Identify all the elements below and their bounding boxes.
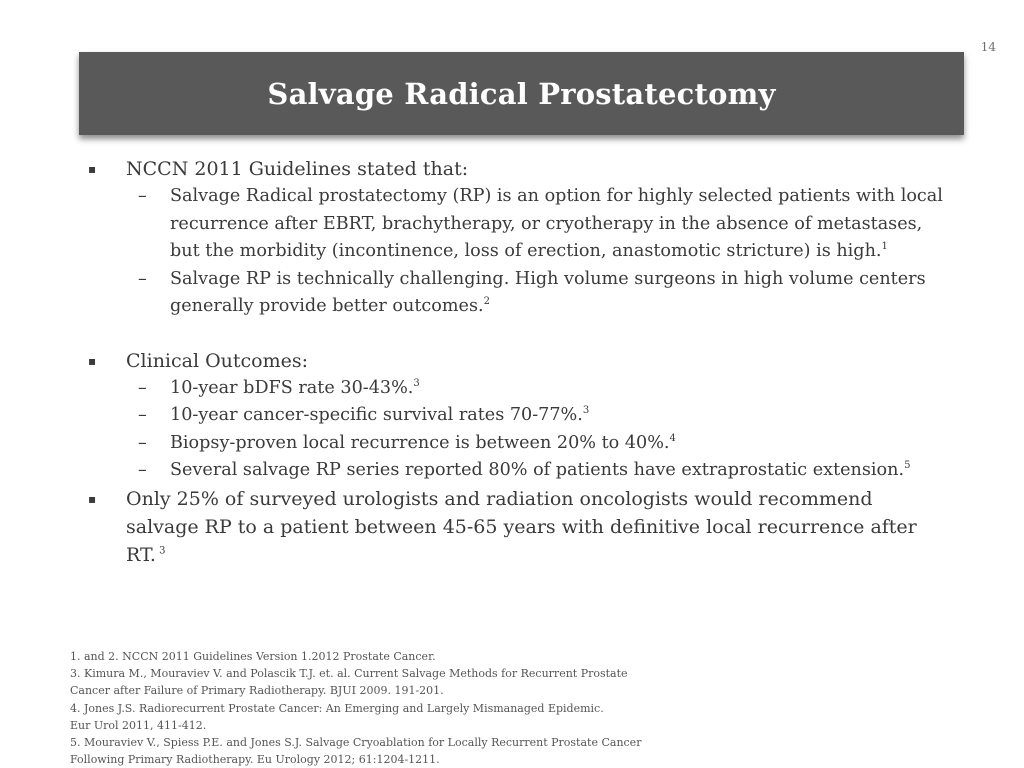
sub-bullet-item bbox=[138, 266, 948, 321]
bullet-text: NCCN 2011 Guidelines stated that: bbox=[126, 158, 469, 180]
sub-bullet-text: Several salvage RP series reported 80% of patients have extraprostatic extension.$^5$ bbox=[170, 460, 911, 480]
slide-content bbox=[88, 155, 948, 569]
bullet-square-icon: ▪ bbox=[88, 491, 97, 506]
slide-title: Salvage Radical Prostatectomy bbox=[267, 76, 776, 111]
reference-line: 3. Kimura M., Mouraviev V. and Polascik T.J. et. al. Current Salvage Methods for Recurrent Prostate bbox=[70, 667, 628, 681]
reference-line: Eur Urol 2011, 411-412. bbox=[70, 718, 207, 732]
dash-icon: – bbox=[138, 186, 147, 206]
bullet-item bbox=[88, 485, 948, 569]
sub-bullet-text: 10-year bDFS rate 30-43%.$^3$ bbox=[170, 377, 420, 398]
bullet-text: Only 25% of surveyed urologists and radiation oncologists would recommend salvage RP to a patient between 45-65 years with definitive local recurrence after RT. $^3$ bbox=[126, 487, 917, 566]
bullet-item bbox=[88, 347, 948, 375]
sub-bullet-item bbox=[138, 457, 948, 485]
page-number: 14 bbox=[980, 40, 996, 54]
bullet-square-icon: ▪ bbox=[88, 353, 97, 368]
bullet-item bbox=[88, 155, 948, 183]
dash-icon: – bbox=[138, 460, 147, 480]
reference-line: Cancer after Failure of Primary Radiotherapy. BJUI 2009. 191-201. bbox=[70, 684, 444, 698]
spacer bbox=[88, 321, 948, 347]
sub-bullet-item bbox=[138, 375, 948, 403]
title-bar bbox=[79, 52, 964, 135]
reference-line: Following Primary Radiotherapy. Eu Urology 2012; 61:1204-1211. bbox=[70, 753, 440, 767]
dash-icon: – bbox=[138, 432, 147, 453]
bullet-square-icon: ▪ bbox=[88, 162, 97, 176]
dash-icon: – bbox=[138, 377, 147, 398]
sub-bullet-item bbox=[138, 402, 948, 430]
reference-line: 4. Jones J.S. Radiorecurrent Prostate Cancer: An Emerging and Largely Mismanaged Epidemic. bbox=[70, 701, 604, 715]
sub-bullet-text: 10-year cancer-specific survival rates 70-77%.$^3$ bbox=[170, 405, 590, 425]
sub-bullet-text: Salvage RP is technically challenging. High volume surgeons in high volume centers generally provide better outcomes.$^2$ bbox=[170, 268, 926, 316]
bullet-text: Clinical Outcomes: bbox=[126, 349, 309, 372]
sub-bullet-text: Biopsy-proven local recurrence is between 20% to 40%.$^4$ bbox=[170, 432, 676, 453]
sub-bullet-item bbox=[138, 430, 948, 458]
reference-line: 1. and 2. NCCN 2011 Guidelines Version 1.2012 Prostate Cancer. bbox=[70, 650, 436, 663]
references bbox=[70, 648, 770, 768]
dash-icon: – bbox=[138, 268, 147, 289]
reference-line: 5. Mouraviev V., Spiess P.E. and Jones S.J. Salvage Cryoablation for Locally Recurrent Prostate Cancer bbox=[70, 736, 642, 750]
sub-bullet-item bbox=[138, 183, 948, 266]
sub-bullet-text: Salvage Radical prostatectomy (RP) is an option for highly selected patients with local recurrence after EBRT, brachytherapy, or cryotherapy in the absence of metastases, but the morbidity (incontinence, loss of erection, anastomotic stricture) is high.$^1$ bbox=[170, 186, 943, 261]
dash-icon: – bbox=[138, 405, 147, 425]
